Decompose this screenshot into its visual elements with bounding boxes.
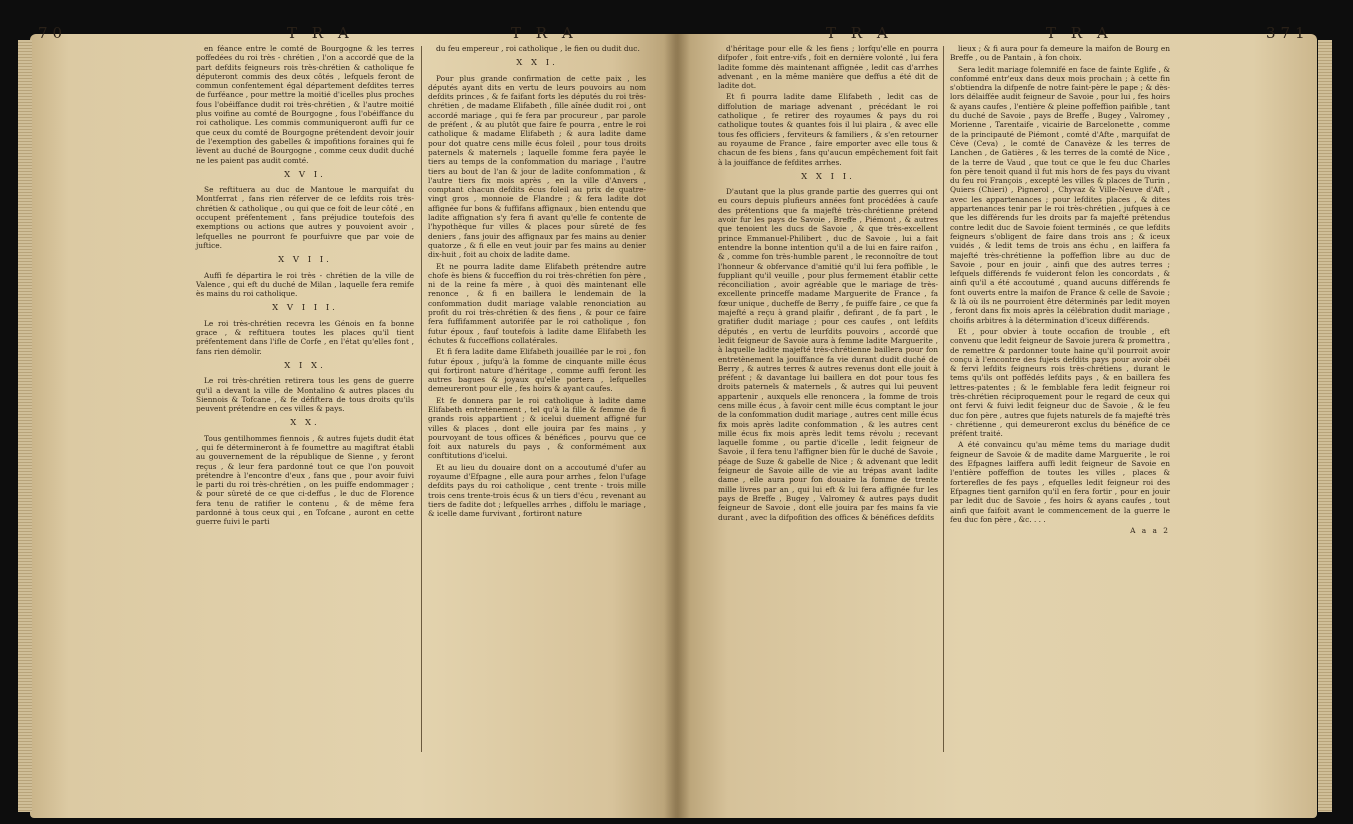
paragraph: Et au lieu du douaire dont on a accoutumé d'ufer au royaume d'Efpagne , elle aura pour arrhes , felon l'ufage defdits pays du roi catholique , cent trente - trois mille trois cens trente-trois écus & un tiers d'écu , revenant au tiers de fadite dot ; lefquelles arrhes , diffolu le mariage , & icelle dame furvivant , fortiront nature (428, 462, 646, 519)
right-page-column-2 (950, 44, 1170, 537)
left-running-head-2: T R A (511, 24, 578, 42)
left-running-head-1: T R A (287, 24, 354, 42)
paragraph: du feu empereur , roi catholique , le fien ou dudit duc. (436, 44, 640, 53)
paragraph: en féance entre le comté de Bourgogne & les terres poffedées du roi très - chrétien , l'on a accordé que de la part defdits feigneurs rois très-chrétien & catholique fe députeront commis des deux côtés , lefquels feront de commun confentement égal département defdites terres de furféance , pour mettre la moitié d'icelles plus proches fous l'obéiffance dudit roi très-chrétien , & l'autre moitié plus voifine au comté de Bourgogne , fous l'obéiffance du roi catholique. Les commis communiqueront auffi fur ce que ceux du comté de Bourgogne prétendent devoir jouir de l'exemption des gabelles & impofitions foraines qui fe lèvent au duché de Bourgogne , comme ceux dudit duché ne les paient pas audit comté. (196, 44, 414, 165)
paragraph: Sera ledit mariage folemnifé en face de fainte Eglife , & confommé entr'eux dans deux mois prochain ; à cette fin s'obtiendra la difpenfe de notre faint-père le pape ; & dès-lors délaiffée audit feigneur de Savoie , pour lui , fes hoirs & ayans caufes , l'entière & pleine poffeffion paifible , tant du duché de Savoie , pays de Breffe , Bugey , Valromey , Morienne , Tarentaife , vicairie de Barcelonette , comme de la principauté de Piémont , comté d'Afte , marquifat de Cève (Ceva) , le comté de Canavèze & les terres de Lanchen , de Gatières , & les terres de la comté de Nice , de la terre de Vaud , que tout ce que le feu duc Charles fon père tenoit quand il fut mis hors de fes pays du vivant du feu roi François , excepté les villes & places de Turin , Quiers (Chieri) , Pignerol , Chyvaz & Ville-Neuve d'Aft , avec les appartenances ; pour lefdites places , & dites appartenances tenir par le roi très-chrétien , jufques à ce que les différends fur les droits par fa majefté prétendus contre ledit duc de Savoie foient terminés , ce que lefdits feigneurs s'obligent de faire dans trois ans ; & iceux vuidés , & ledit tems de trois ans échu , en laiffera fa majefté très-chrétienne la poffeffion libre au duc de Savoie , pour en jouir , ainfi que des autres terres ; lefquels différends fe vuideront felon les concordats , & ainfi qu'il a été accoutumé , quand aucuns différends fe font ouverts entre la maifon de France & celle de Savoie ; & là où ils ne pourroient être déterminés par ledit moyen , feront dans fix mois après la célébration dudit mariage , choifis arbitres à la détermination d'iceux différends. (950, 64, 1170, 325)
paragraph: lieux ; & fi aura pour fa demeure la maifon de Bourg en Breffe , ou de Pantain , à fon choix. (950, 44, 1170, 63)
left-page-column-1 (196, 44, 414, 529)
paragraph: Et fe donnera par le roi catholique à ladite dame Elifabeth entretènement , tel qu'à la fille & femme de fi grands rois appartient ; & icelui duement affigné fur villes & places , dont elle jouira par fes mains , y pourvoyant de tous offices & bénéfices , pourvu que ce foit aux naturels du pays , & conformément aux conftitutions d'icelui. (428, 395, 646, 461)
right-page-edge (1318, 40, 1332, 812)
article-number: X I X. (284, 360, 326, 371)
article-number: X V I I I. (272, 303, 338, 314)
signature-mark: A a a 2 (1130, 526, 1170, 536)
paragraph: Se reftituera au duc de Mantoue le marquifat du Montferrat , fans rien réferver de ce lefdits rois très-chrétien & catholique , ou qui que ce foit de leur côté , en occupent préfentement , fans préjudice toutefois des exemptions ou actions que autres y pouvoient avoir , lefquelles ne pourront fe pourfuivre que par voie de juftice. (196, 185, 414, 250)
article-number: X X. (290, 418, 320, 429)
paragraph: Pour plus grande confirmation de cette paix , les députés ayant dits en vertu de leurs pouvoirs au nom defdits princes , & fe faifant forts les députés du roi très-chrétien , de madame Elifabeth , fille aînée dudit roi , ont accordé mariage , qui fe fera par procureur , par parole de préfent , & au plutôt que faire fe pourra , entre le roi catholique & madame Elifabeth ; & aura ladite dame pour dot quatre cens mille écus foleil , pour tous droits paternels & maternels ; laquelle fomme fera payée le tiers au temps de la confommation du mariage , l'autre tiers au bout de l'an & jour de ladite confommation , & l'autre tiers fix mois après , en la ville d'Anvers , comptant chacun defdits écus foleil au prix de quatre-vingt gros , monnoie de Flandre ; & fera ladite dot affignée fur bons & fuffifans affignaux , bien entendu que ladite affignation s'y fera fi avant qu'elle fe contente de l'hypothèque fur villes & places pour sûreté de fes deniers , fans jouir des affignaux par fes mains au denier quatorze , & fi elle en veut jouir par fes mains au denier dix-huit , foit au choix de ladite dame. (428, 73, 646, 260)
right-page-number: 371 (1266, 24, 1310, 42)
right-running-head-1: T R A (826, 24, 893, 42)
book-gutter (664, 34, 690, 818)
paragraph: Le roi très-chrétien retirera tous les gens de guerre qu'il a devant la ville de Montalino & autres places du Siennois & Tofcane , & fe défiftera de tous droits qu'ils peuvent prétendre en ces villes & pays. (196, 376, 414, 414)
paragraph: Auffi fe départira le roi très - chrétien de la ville de Valence , qui eft du duché de Milan , laquelle fera remife ès mains du roi catholique. (196, 270, 414, 299)
paragraph: Et fi pourra ladite dame Elifabeth , ledit cas de diffolution de mariage advenant , précédant le roi catholique , fe retirer des royaumes & pays du roi catholique toutes & quantes fois il lui plaira , & avec elle tous fes officiers , ferviteurs & familiers , & s'en retourner au royaume de France , faire emporter avec elle tous & chacun de fes biens , fans qu'aucun empêchement foit fait à la jouiffance de fefdites arrhes. (718, 92, 938, 167)
left-page-number: 70 (38, 24, 68, 42)
article-number: X V I I. (278, 255, 332, 266)
paragraph: Et ne pourra ladite dame Elifabeth prétendre autre chofe ès biens & fucceffion du roi très-chrétien fon père , ni de la reine fa mère , à quoi dès maintenant elle renonce , & fi en baillera le lendemain de la confommation dudit mariage valable renonciation au profit du roi très-chrétien & des fiens , & pour ce faire fera fuffifamment autorifée par le roi catholique , fon futur époux , fauf toutefois à ladite dame Elifabeth les échutes & fucceffions collatérales. (428, 261, 646, 345)
right-running-head-2: T R A (1046, 24, 1113, 42)
paragraph: d'héritage pour elle & les fiens ; lorfqu'elle en pourra difpofer , foit entre-vifs , foit en dernière volonté , lui fera ladite fomme dès maintenant affignée , ledit cas d'arrhes advenant , en la même manière que deffus a été dit de ladite dot. (718, 44, 938, 91)
paragraph: Et fi fera ladite dame Elifabeth jouaillée par le roi , fon futur époux , jufqu'à la fomme de cinquante mille écus qui forțiront nature d'héritage , comme auffi feront les autres bagues & joyaux qu'elle portera , lefquelles demeureront pour elle , fes hoirs & ayant caufes. (428, 347, 646, 394)
left-page-column-2 (428, 44, 646, 521)
paragraph: D'autant que la plus grande partie des guerres qui ont eu cours depuis plufieurs années font procédées à caufe des prétentions que fa majefté très-chrétienne prétend avoir fur les pays de Savoie , Breffe , Piémont , & autres que tenoient les ducs de Savoie , & que très-excellent prince Emmanuel-Philibert , duc de Savoie , lui a fait entendre la bonne intention qu'il a de lui en faire raifon , & , comme fon très-humble parent , le reconnoître de tout l'honneur & obfervance d'amitié qu'il lui fera poffible , le fuppliant qu'il veuille , pour plus fermement établir cette réconciliation , avoir agréable que le mariage de très-excellente princeffe madame Marguerite de France , fa fœur unique , ducheffe de Berry , fe puiffe faire , ce que fa majefté a reçu à grand plaifir , defirant , de fa part , le gratifier dudit mariage ; pour ces caufes , ont lefdits députés , en vertu de leurfdits pouvoirs , accordé que ledit feigneur de Savoie aura à femme ladite Marguerite , à laquelle ladite majefté très-chrétienne baillera pour fon entretènement la jouiffance fa vie durant dudit duché de Berry , & autres terres & autres revenus dont elle jouit à préfent ; & davantage lui baillera en dot pour tous fes droits paternels & maternels , & autres qui lui peuvent appartenir , auxquels elle renoncera , la fomme de trois cens mille écus , à favoir cent mille écus comptant le jour de la confommation dudit mariage , autres cent mille écus fix mois après ladite confommation , & les autres cent mille écus fix mois après ledit tems révolu ; recevant laquelle fomme , ou partie d'icelle , ledit feigneur de Savoie , il fera tenu l'affigner bien fûr le duché de Savoie , péage de Suze & gabelle de Nice ; & advenant que ledit feigneur de Savoie aille de vie au trépas avant ladite dame , elle aura pour fon douaire la fomme de trente mille livres par an , qui lui eft & lui fera affignée fur les pays de Breffe , Bugey , Valromey & autres pays dudit feigneur de Savoie , dont elle jouira par fes mains fa vie durant , avec la difpofition des offices & bénéfices defdits (718, 187, 938, 522)
article-number: X X I I. (801, 171, 855, 182)
left-page-edge (18, 40, 32, 812)
left-column-rule (421, 46, 422, 752)
right-column-rule (943, 46, 944, 752)
paragraph: Tous gentilhommes fiennois , & autres fujets dudit état , qui fe détermineront à fe foumettre au magiftrat établi au gouvernement de la république de Sienne , y feront reçus , & leur fera pardonné tout ce que l'on pouvoit prétendre à l'encontre d'eux , fans que , pour avoir fuivi le parti du roi très-chrétien , on les puiffe endommager ; & pour sûreté de ce que ci-deffus , le duc de Florence fera tenu de ratifier le contenu , & de même fera pardonné à tous ceux qui , en Tofcane , auront en cette guerre fuivi le parti (196, 433, 414, 527)
right-page-column-1 (718, 44, 938, 524)
paragraph: Le roi très-chrétien recevra les Génois en fa bonne grace , & reftituera toutes les places qu'il tient préfentement dans l'ifle de Corfe , en l'état qu'elles font , fans rien démolir. (196, 318, 414, 356)
paragraph: Et , pour obvier à toute occafion de trouble , eft convenu que ledit feigneur de Savoie jurera & promettra , de remettre & pardonner toute haine qu'il pourroit avoir conçu à l'encontre des fujets defdits pays pour avoir obéi & fervi lefdits feigneurs rois très-chrétiens , durant le tems qu'ils ont poffédés lefdits pays , & en baillera fes lettres-patentes ; & le femblable fera ledit feigneur roi très-chrétien réciproquement pour le regard de ceux qui ont fervi & fuivi ledit feigneur duc de Savoie , & le feu duc fon père , autres que fujets naturels de fa majefté très - chrétienne , qui demeureront exclus du bénéfice de ce préfent traité. (950, 326, 1170, 439)
paragraph: A été convaincu qu'au même tems du mariage dudit feigneur de Savoie & de madite dame Marguerite , le roi des Efpagnes laiffera auffi ledit feigneur de Savoie en l'entière poffeffion de toutes les villes , places & forterefles de fes pays , efquelles ledit feigneur roi des Efpagnes tient garnifon qu'il en fera fortir , pour en jouir par ledit duc de Savoie , fes hoirs & ayans caufes , tout ainfi que faifoit avant le commencement de la guerre le feu duc fon père , &c. . . . (950, 440, 1170, 524)
article-number: X V I. (284, 169, 326, 180)
article-number: X X I. (516, 58, 558, 69)
